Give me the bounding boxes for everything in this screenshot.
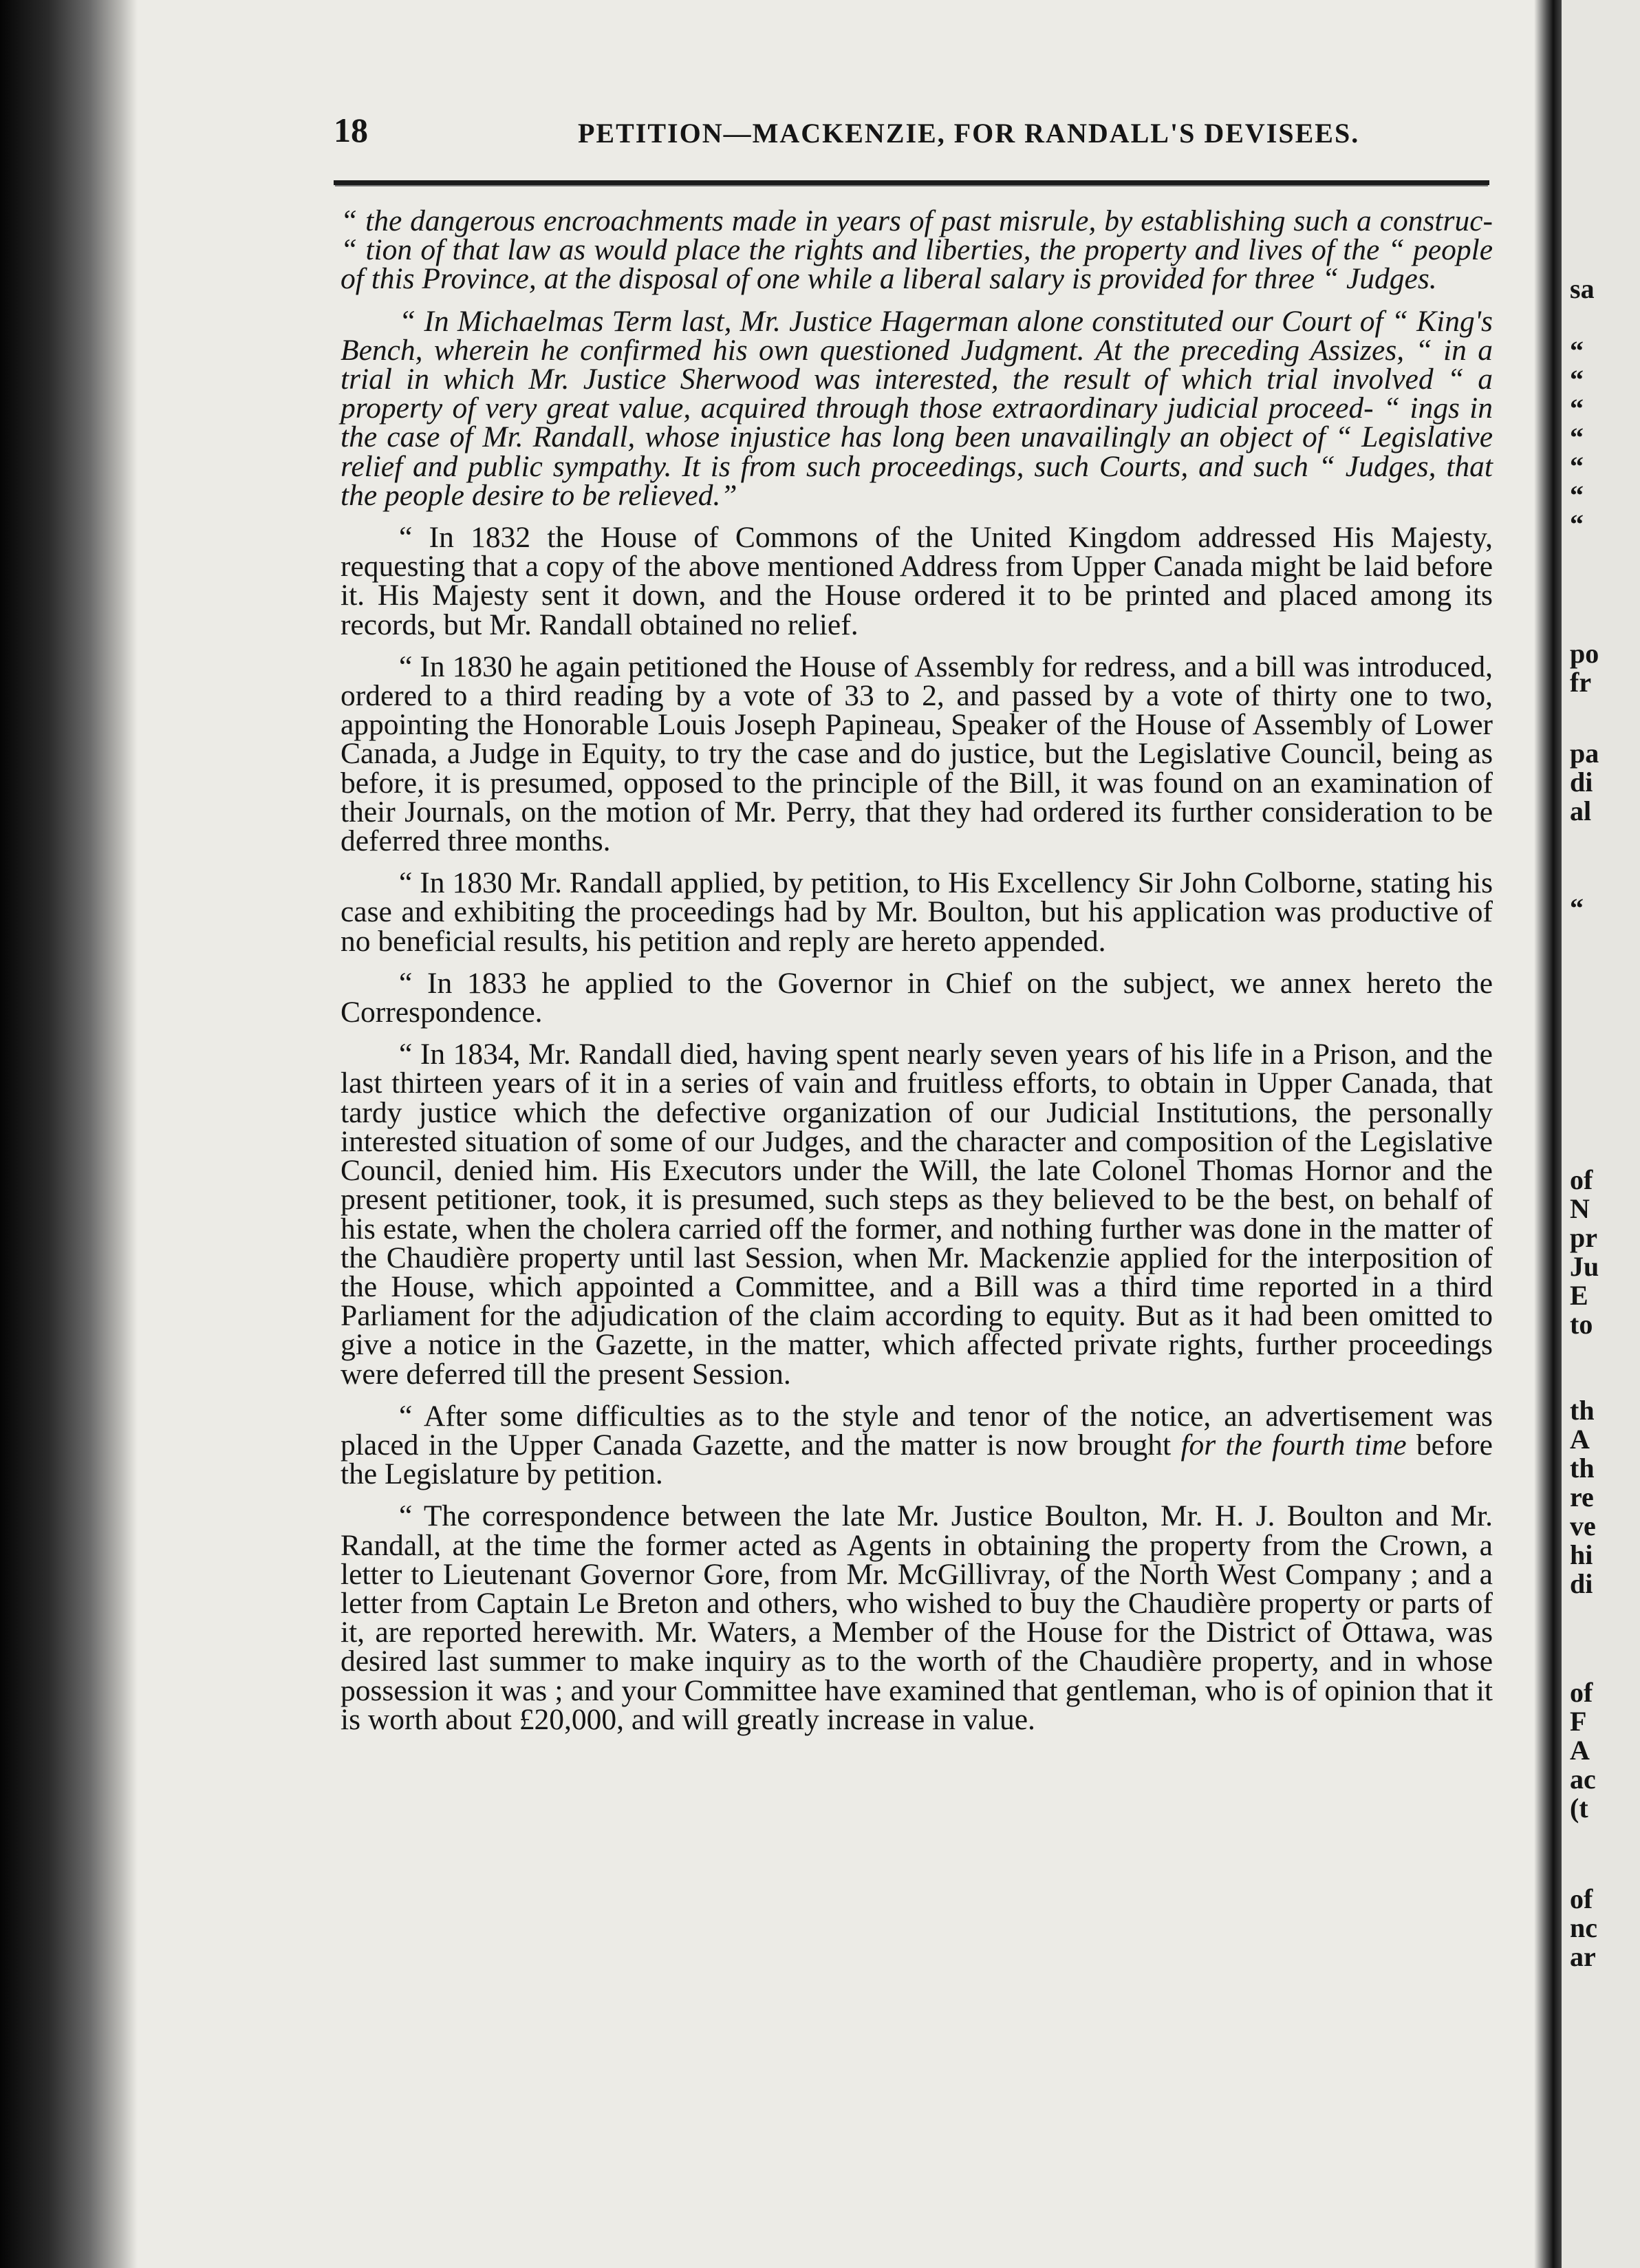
paragraph-1830-assembly: “ In 1830 he again petitioned the House of Assembly for redress, and a bill was introduced, ordered to a third reading by a vote of 33 to 2, and passed by a vote of thirty one to two, appointing the Honorable Louis Joseph Papineau, Speaker of the House of Assembly of Lower Canada, a Judge in Equity, to try the case and do justice, but the Legislative Council, being as before, it is presumed, opposed to the principle of the Bill, it was found on an examination of their Journals, on the motion of Mr. Perry, that they had ordered its further consideration to be deferred three months. bbox=[341, 650, 1493, 858]
facing-page-text-fragment: “ bbox=[1570, 393, 1584, 424]
facing-page-text-fragment: “ bbox=[1570, 364, 1584, 395]
facing-page-text-fragment: of bbox=[1570, 1164, 1593, 1195]
paragraph-1832: “ In 1832 the House of Commons of the United Kingdom addressed His Majesty, requesting that a copy of the above mentioned Address from Upper Canada might be laid before it. His Majesty sent it down, and the House ordered it to be printed and placed among its records, but Mr. Randall obtained no relief. bbox=[341, 521, 1493, 641]
facing-page-text-fragment: ve bbox=[1570, 1510, 1596, 1541]
facing-page-fragment bbox=[1562, 0, 1640, 2268]
facing-page-text-fragment: ac bbox=[1570, 1764, 1596, 1795]
facing-page-text-fragment: Ju bbox=[1570, 1251, 1599, 1282]
facing-page-text-fragment: “ bbox=[1570, 451, 1584, 482]
paragraph-1834: “ In 1834, Mr. Randall died, having spent nearly seven years of his life in a Prison, and the last thirteen years of it in a series of vain and fruitless efforts, to obtain in Upper Canada, that tardy justice which the defective organization of our Judicial Institutions, the personally interested situation of some of our Judges, and the character and composition of the Legislative Council, denied him. His Executors under the Will, the late Colonel Thomas Hornor and the present petitioner, took, it is presumed, such steps as they believed to be the best, on behalf of his estate, when the cholera carried off the former, and nothing further was done in the matter of the Chaudière property until last Session, when Mr. Mackenzie applied for the interposition of the House, which appointed a Committee, and a Bill was a third time reported in a third Parliament for the adjudication of the claim according to equity. But as it had been omitted to give a notice in the Gazette, in the matter, which affected private rights, further proceedings were deferred till the present Session. bbox=[341, 1038, 1493, 1391]
facing-page-text-fragment: pr bbox=[1570, 1222, 1597, 1253]
italic-phrase: for the fourth time bbox=[1180, 1428, 1407, 1462]
facing-page-text-fragment: A bbox=[1570, 1735, 1590, 1766]
facing-page-text-fragment: di bbox=[1570, 1568, 1593, 1599]
body-text bbox=[341, 206, 1493, 1735]
facing-page-text-fragment: of bbox=[1570, 1677, 1593, 1708]
facing-page-text-fragment: “ bbox=[1570, 335, 1584, 366]
paragraph-advertisement-end: before the Legislature by petition. bbox=[341, 1428, 1493, 1491]
paragraph-advertisement bbox=[341, 1399, 1493, 1491]
facing-page-text-fragment: “ bbox=[1570, 509, 1584, 539]
page-number: 18 bbox=[334, 111, 368, 149]
facing-page-text-fragment: re bbox=[1570, 1481, 1594, 1512]
paragraph-1833: “ In 1833 he applied to the Governor in Chief on the subject, we annex hereto the Correspondence. bbox=[341, 966, 1493, 1029]
facing-page-text-fragment: pa bbox=[1570, 738, 1599, 769]
facing-page-text-fragment: ar bbox=[1570, 1941, 1596, 1972]
facing-page-text-fragment: nc bbox=[1570, 1912, 1597, 1943]
facing-page-text-fragment: E bbox=[1570, 1280, 1588, 1311]
paragraph-advertisement-start: “ After some difficulties as to the style and tenor of the notice, an advertisement was placed in the Upper Canada Gazette, and the matter is now brought bbox=[341, 1399, 1493, 1462]
facing-page-text-fragment: fr bbox=[1570, 667, 1592, 698]
facing-page-text-fragment: th bbox=[1570, 1453, 1595, 1484]
quote-paragraph-2: “ In Michaelmas Term last, Mr. Justice Hagerman alone constituted our Court of “ King's Bench, wherein he confirmed his own questioned Judgment. At the preceding Assizes, “ in a trial in which Mr. Justice Sherwood was interested, the result of which trial involved “ a property of very great value, acquired through those extraordinary judicial proceed- “ ings in the case of Mr. Randall, whose injustice has long been unavailingly an object of “ Legislative relief and public sympathy. It is from such proceedings, such Courts, and such “ Judges, that the people desire to be relieved.” bbox=[341, 304, 1493, 512]
facing-page-text-fragment: sa bbox=[1570, 273, 1595, 304]
facing-page-text-fragment: “ bbox=[1570, 892, 1584, 923]
header-rule bbox=[334, 180, 1489, 185]
page-header bbox=[334, 110, 1489, 158]
page-edge-shadow bbox=[1534, 0, 1562, 2268]
facing-page-text-fragment: di bbox=[1570, 767, 1593, 798]
facing-page-text-fragment: “ bbox=[1570, 480, 1584, 511]
facing-page-text-fragment: (t bbox=[1570, 1793, 1588, 1823]
paragraph-1830-petition: “ In 1830 Mr. Randall applied, by petition, to His Excellency Sir John Colborne, stating his case and exhibiting the proceedings had by Mr. Boulton, but his application was productive of no beneficial results, his petition and reply are hereto appended. bbox=[341, 866, 1493, 958]
book-binding-shadow bbox=[0, 0, 138, 2268]
facing-page-text-fragment: of bbox=[1570, 1883, 1593, 1914]
facing-page-text-fragment: N bbox=[1570, 1193, 1590, 1224]
facing-page-text-fragment: al bbox=[1570, 795, 1592, 826]
facing-page-text-fragment: to bbox=[1570, 1309, 1593, 1340]
quote-paragraph-1: “ the dangerous encroachments made in years of past misrule, by establishing such a construc- “ tion of that law as would place the rights and liberties, the property and lives of the “ people of this Province, at the disposal of one while a liberal salary is provided for three “ Judges. bbox=[341, 204, 1493, 296]
facing-page-text-fragment: th bbox=[1570, 1395, 1595, 1426]
facing-page-text-fragment: A bbox=[1570, 1424, 1590, 1455]
facing-page-text-fragment: po bbox=[1570, 638, 1599, 669]
running-title: PETITION—MACKENZIE, FOR RANDALL'S DEVISEES. bbox=[578, 118, 1360, 149]
facing-page-text-fragment: hi bbox=[1570, 1539, 1593, 1570]
facing-page-text-fragment: “ bbox=[1570, 422, 1584, 453]
facing-page-text-fragment: F bbox=[1570, 1706, 1587, 1737]
paragraph-correspondence: “ The correspondence between the late Mr. Justice Boulton, Mr. H. J. Boulton and Mr. Randall, at the time the former acted as Agents in obtaining the property from the Crown, a letter to Lieutenant Governor Gore, from Mr. McGillivray, of the North West Company ; and a letter from Captain Le Breton and others, who wished to buy the Chaudière property or parts of it, are reported herewith. Mr. Waters, a Member of the House for the District of Ottawa, was desired last summer to make inquiry as to the worth of the Chaudière property, and in whose possession it was ; and your Committee have examined that gentleman, who is of opinion that it is worth about £20,000, and will greatly increase in value. bbox=[341, 1499, 1493, 1736]
